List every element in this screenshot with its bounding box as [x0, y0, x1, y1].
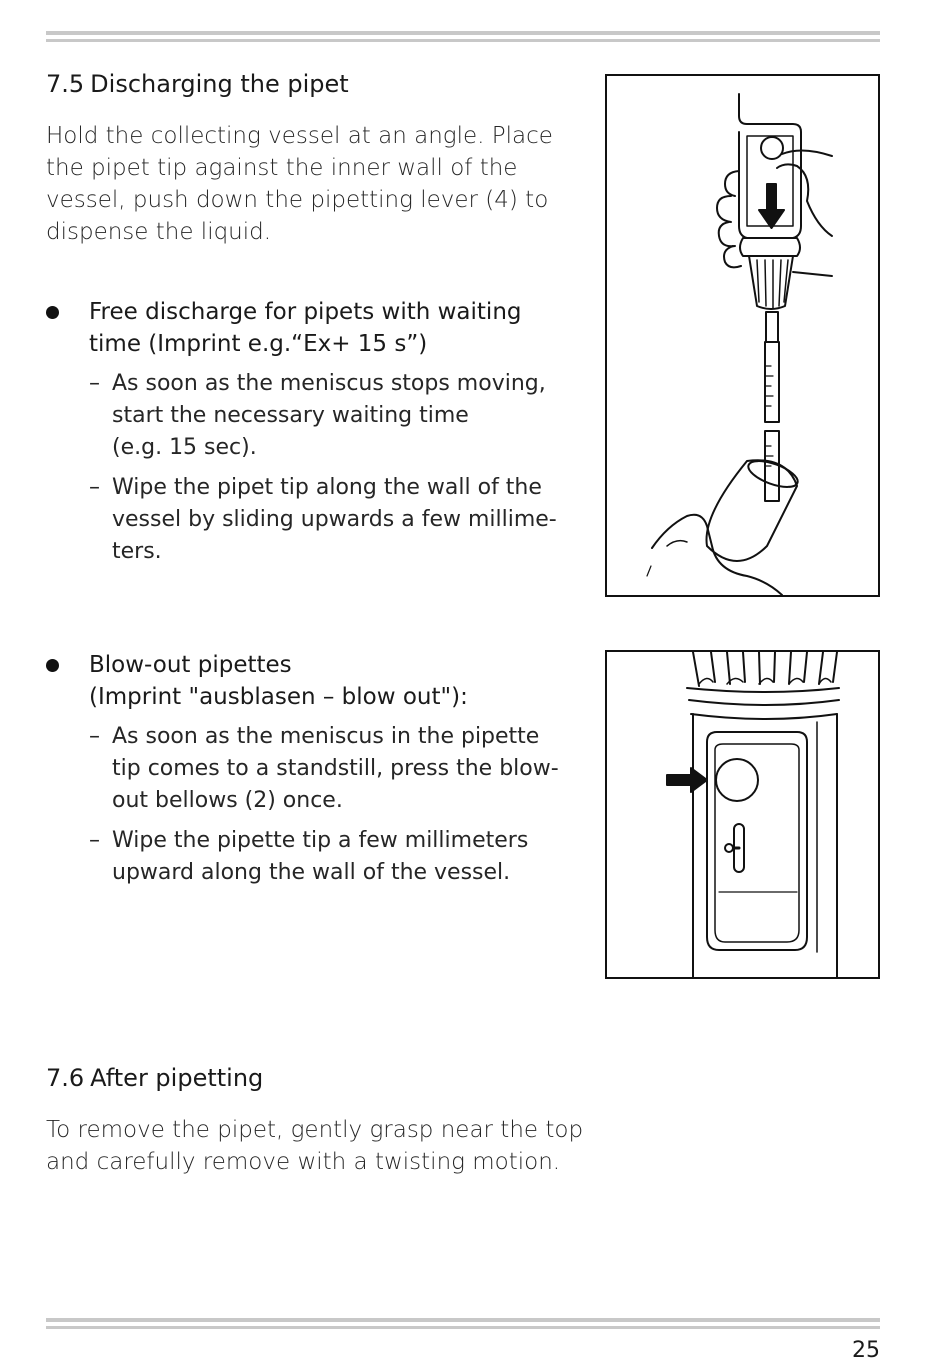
pipette-dispensing-illustration-icon: [607, 76, 878, 595]
section-number: 7.5: [46, 70, 85, 98]
bullet-dot: [46, 659, 59, 672]
dash-item: – Wipe the pipet tip along the wall of the vessel by sliding upwards a few millime- ters.: [89, 475, 557, 564]
page-number: 25: [852, 1338, 880, 1363]
top-rule: [46, 31, 880, 46]
pipette-dispensing-figure: [605, 74, 880, 597]
bullet-dot: [46, 306, 59, 319]
blow-out-bellows-figure: [605, 650, 880, 979]
bottom-rule: [46, 1318, 880, 1333]
bullet-title: Blow-out pipettes (Imprint "ausblasen – blow out"):: [89, 652, 468, 710]
dash-item: – Wipe the pipette tip a few millimeters upward along the wall of the vessel.: [89, 828, 529, 885]
section-heading-7-5: [46, 70, 349, 98]
section-number: 7.6: [46, 1064, 85, 1092]
section-title: Discharging the pipet: [90, 70, 349, 98]
bullet-title: Free discharge for pipets with waiting time (Imprint e.g.“Ex+ 15 s”): [89, 299, 522, 357]
dash-item: – As soon as the meniscus stops moving, start the necessary waiting time (e.g. 15 sec).: [89, 371, 546, 460]
blow-out-bellows-illustration-icon: [607, 652, 878, 977]
bullet-free-discharge: [46, 296, 591, 568]
section-7-5-intro: Hold the collecting vessel at an angle. Place the pipet tip against the inner wall of the vessel, push down the pipetting lever (4) to dispense the liquid.: [46, 123, 553, 245]
section-heading-7-6: [46, 1064, 263, 1092]
dash-item: – As soon as the meniscus in the pipette tip comes to a standstill, press the blow- out bellows (2) once.: [89, 724, 559, 813]
bullet-blow-out: [46, 649, 591, 889]
section-title: After pipetting: [90, 1064, 264, 1092]
section-7-6-body: To remove the pipet, gently grasp near the top and carefully remove with a twisting motion.: [46, 1117, 584, 1175]
